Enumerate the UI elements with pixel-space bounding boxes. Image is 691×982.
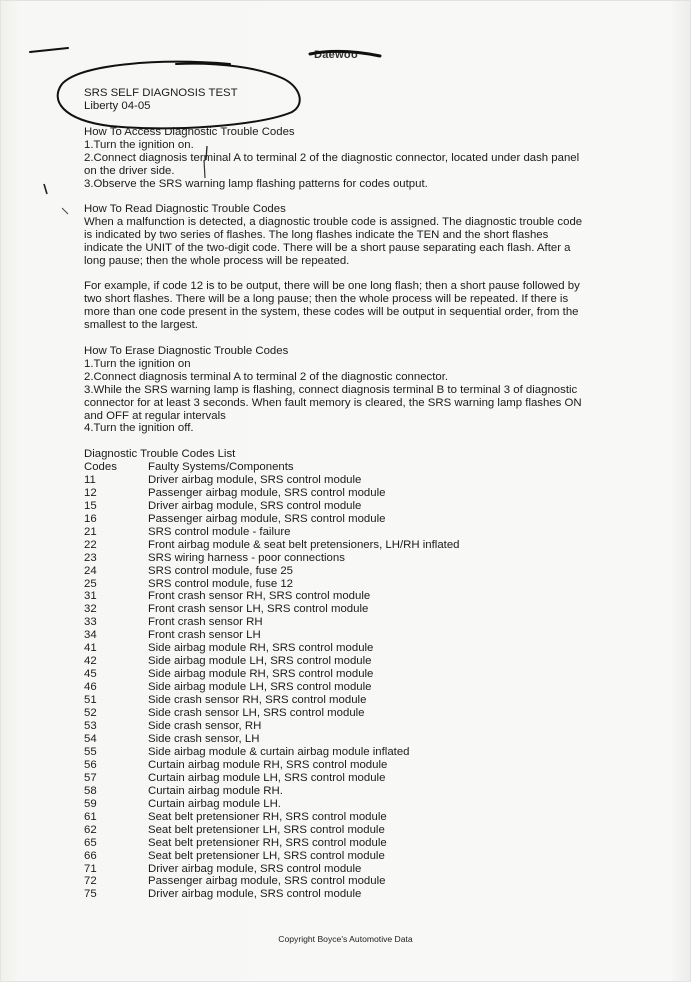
dtc-table	[84, 448, 460, 901]
dtc-row	[84, 603, 460, 616]
dtc-code: 54	[84, 732, 97, 745]
dtc-row	[84, 746, 460, 759]
erase-step: 3.While the SRS warning lamp is flashing, connect diagnosis terminal B to terminal 3 of diagnostic	[84, 383, 578, 396]
pen-tick-mark-2	[62, 208, 68, 214]
dtc-code: 34	[84, 629, 97, 642]
example-paragraph-line: smallest to the largest.	[84, 318, 198, 331]
dtc-description: Passenger airbag module, SRS control module	[148, 512, 386, 525]
dtc-row	[84, 733, 460, 746]
erase-step: 4.Turn the ignition off.	[84, 422, 194, 435]
dtc-row	[84, 655, 460, 668]
copyright-footer: Copyright Boyce's Automotive Data	[278, 934, 413, 944]
dtc-row	[84, 565, 460, 578]
dtc-col-desc-header: Faulty Systems/Components	[148, 460, 294, 473]
dtc-description: Driver airbag module, SRS control module	[148, 862, 362, 875]
dtc-description: Seat belt pretensioner LH, SRS control module	[148, 823, 385, 836]
dtc-description: Front crash sensor RH, SRS control module	[148, 590, 371, 603]
read-paragraph-line: When a malfunction is detected, a diagnostic trouble code is assigned. The diagnostic trouble code	[84, 215, 583, 228]
dtc-description: Driver airbag module, SRS control module	[148, 888, 362, 901]
dtc-code: 62	[84, 823, 97, 836]
dtc-row	[84, 681, 460, 694]
dtc-code: 33	[84, 616, 97, 629]
dtc-code: 15	[84, 499, 97, 512]
dtc-row	[84, 772, 460, 785]
dtc-description: Curtain airbag module LH.	[148, 797, 281, 810]
dtc-row	[84, 526, 460, 539]
dtc-code: 24	[84, 564, 97, 577]
dtc-code: 65	[84, 836, 97, 849]
dtc-description: SRS control module - failure	[148, 525, 291, 538]
dtc-code: 21	[84, 525, 97, 538]
read-paragraph-line: indicate the UNIT of the two-digit code. There will be a short pause separating each flash. After a	[84, 241, 571, 254]
dtc-description: Front crash sensor RH	[148, 616, 263, 629]
example-paragraph-line: For example, if code 12 is to be output, there will be one long flash; then a short pause followed by	[84, 280, 580, 292]
access-step: 3.Observe the SRS warning lamp flashing patterns for codes output.	[84, 177, 428, 190]
read-section	[84, 203, 604, 268]
dtc-row	[84, 824, 460, 837]
dtc-code: 51	[84, 694, 97, 707]
dtc-row	[84, 616, 460, 629]
dtc-row	[84, 500, 460, 513]
read-paragraph-line: long pause; then the whole process will be repeated.	[84, 254, 350, 267]
dtc-description: Side airbag module LH, SRS control module	[148, 655, 372, 668]
dtc-description: SRS control module, fuse 12	[148, 577, 293, 590]
dtc-description: Side airbag module & curtain airbag module inflated	[148, 745, 410, 758]
dtc-row	[84, 798, 460, 811]
brand-text: Daewoo	[314, 49, 358, 61]
access-section	[84, 126, 604, 191]
dtc-code: 66	[84, 849, 97, 862]
dtc-code: 25	[84, 577, 97, 590]
dtc-row	[84, 642, 460, 655]
erase-step: connector for at least 3 seconds. When fault memory is cleared, the SRS warning lamp flashes ON	[84, 396, 582, 409]
dtc-description: Side crash sensor RH, SRS control module	[148, 694, 367, 707]
dtc-code: 11	[84, 473, 96, 486]
dtc-code: 57	[84, 771, 97, 784]
erase-step: and OFF at regular intervals	[84, 409, 226, 422]
brand-strikethrough	[310, 51, 380, 56]
dtc-description: Curtain airbag module RH.	[148, 784, 283, 797]
document-title	[84, 87, 238, 113]
erase-section	[84, 345, 604, 435]
dtc-row	[84, 811, 460, 824]
dtc-row	[84, 694, 460, 707]
dtc-row	[84, 487, 460, 500]
dtc-description: Side airbag module RH, SRS control module	[148, 668, 374, 681]
dtc-row	[84, 888, 460, 901]
erase-heading: How To Erase Diagnostic Trouble Codes	[84, 345, 289, 357]
dtc-row	[84, 720, 460, 733]
dtc-description: Curtain airbag module LH, SRS control module	[148, 771, 386, 784]
dtc-heading: Diagnostic Trouble Codes List	[84, 448, 236, 460]
dtc-code: 59	[84, 797, 97, 810]
dtc-description: Front crash sensor LH, SRS control module	[148, 603, 369, 616]
dtc-row	[84, 578, 460, 591]
dtc-description: Side crash sensor, RH	[148, 720, 262, 733]
dtc-code: 46	[84, 681, 97, 694]
dtc-description: Side airbag module RH, SRS control module	[148, 642, 374, 655]
dtc-code: 41	[84, 642, 97, 655]
dtc-code: 71	[84, 862, 97, 875]
dtc-row	[84, 590, 460, 603]
dtc-description: Driver airbag module, SRS control module	[148, 499, 362, 512]
dtc-row	[84, 668, 460, 681]
dtc-code: 55	[84, 745, 97, 758]
dtc-description: Seat belt pretensioner RH, SRS control module	[148, 836, 387, 849]
dtc-code: 32	[84, 603, 97, 616]
dtc-code: 16	[84, 512, 97, 525]
read-paragraph-line: is indicated by two series of flashes. The long flashes indicate the TEN and the short flashes	[84, 228, 549, 241]
dtc-description: Side crash sensor, LH	[148, 732, 260, 745]
dtc-row	[84, 863, 460, 876]
dtc-rows	[84, 474, 460, 901]
access-step: 1.Turn the ignition on.	[84, 138, 194, 151]
dtc-description: Seat belt pretensioner RH, SRS control module	[148, 810, 387, 823]
example-paragraph-line: more than one code present in the system, these codes will be output in sequential order, from the	[84, 305, 579, 318]
dtc-code: 31	[84, 590, 97, 603]
dtc-code: 12	[84, 486, 97, 499]
dtc-code: 75	[84, 888, 97, 901]
access-step: on the driver side.	[84, 164, 175, 177]
dtc-col-code-header: Codes	[84, 460, 117, 473]
dtc-description: Front airbag module & seat belt pretensioners, LH/RH inflated	[148, 538, 460, 551]
dtc-description: Seat belt pretensioner LH, SRS control module	[148, 849, 385, 862]
pen-dash-mark	[30, 48, 68, 52]
access-heading: How To Access Diagnostic Trouble Codes	[84, 126, 295, 138]
dtc-description: Side airbag module LH, SRS control module	[148, 681, 372, 694]
erase-step: 2.Connect diagnosis terminal A to terminal 2 of the diagnostic connector.	[84, 370, 449, 383]
dtc-description: Driver airbag module, SRS control module	[148, 473, 362, 486]
dtc-code: 52	[84, 707, 97, 720]
dtc-header-row	[84, 461, 460, 474]
dtc-description: Side crash sensor LH, SRS control module	[148, 707, 365, 720]
dtc-code: 72	[84, 875, 97, 888]
dtc-description: SRS wiring harness - poor connections	[148, 551, 345, 564]
dtc-row	[84, 513, 460, 526]
dtc-row	[84, 850, 460, 863]
dtc-code: 53	[84, 720, 97, 733]
dtc-description: Front crash sensor LH	[148, 629, 261, 642]
dtc-code: 58	[84, 784, 97, 797]
dtc-code: 22	[84, 538, 97, 551]
dtc-code: 23	[84, 551, 97, 564]
dtc-row	[84, 837, 460, 850]
dtc-row	[84, 474, 460, 487]
dtc-code: 45	[84, 668, 97, 681]
dtc-row	[84, 629, 460, 642]
dtc-description: SRS control module, fuse 25	[148, 564, 293, 577]
dtc-code: 56	[84, 758, 97, 771]
dtc-row	[84, 759, 460, 772]
pen-tick-mark	[44, 184, 47, 194]
dtc-row	[84, 707, 460, 720]
dtc-row	[84, 785, 460, 798]
access-step: 2.Connect diagnosis terminal A to terminal 2 of the diagnostic connector, located under dash panel	[84, 151, 580, 164]
example-section	[84, 280, 604, 332]
erase-step: 1.Turn the ignition on	[84, 357, 191, 370]
dtc-description: Passenger airbag module, SRS control module	[148, 875, 386, 888]
dtc-row	[84, 552, 460, 565]
dtc-code: 42	[84, 655, 97, 668]
dtc-row	[84, 539, 460, 552]
title-sub: Liberty 04-05	[84, 99, 151, 112]
read-heading: How To Read Diagnostic Trouble Codes	[84, 203, 286, 215]
example-paragraph-line: two short flashes. There will be a long pause; then the whole process will be repeated. If there is	[84, 292, 569, 305]
dtc-description: Curtain airbag module RH, SRS control module	[148, 758, 388, 771]
dtc-description: Passenger airbag module, SRS control module	[148, 486, 386, 499]
title-main: SRS SELF DIAGNOSIS TEST	[84, 87, 238, 99]
dtc-code: 61	[84, 810, 97, 823]
dtc-row	[84, 875, 460, 888]
